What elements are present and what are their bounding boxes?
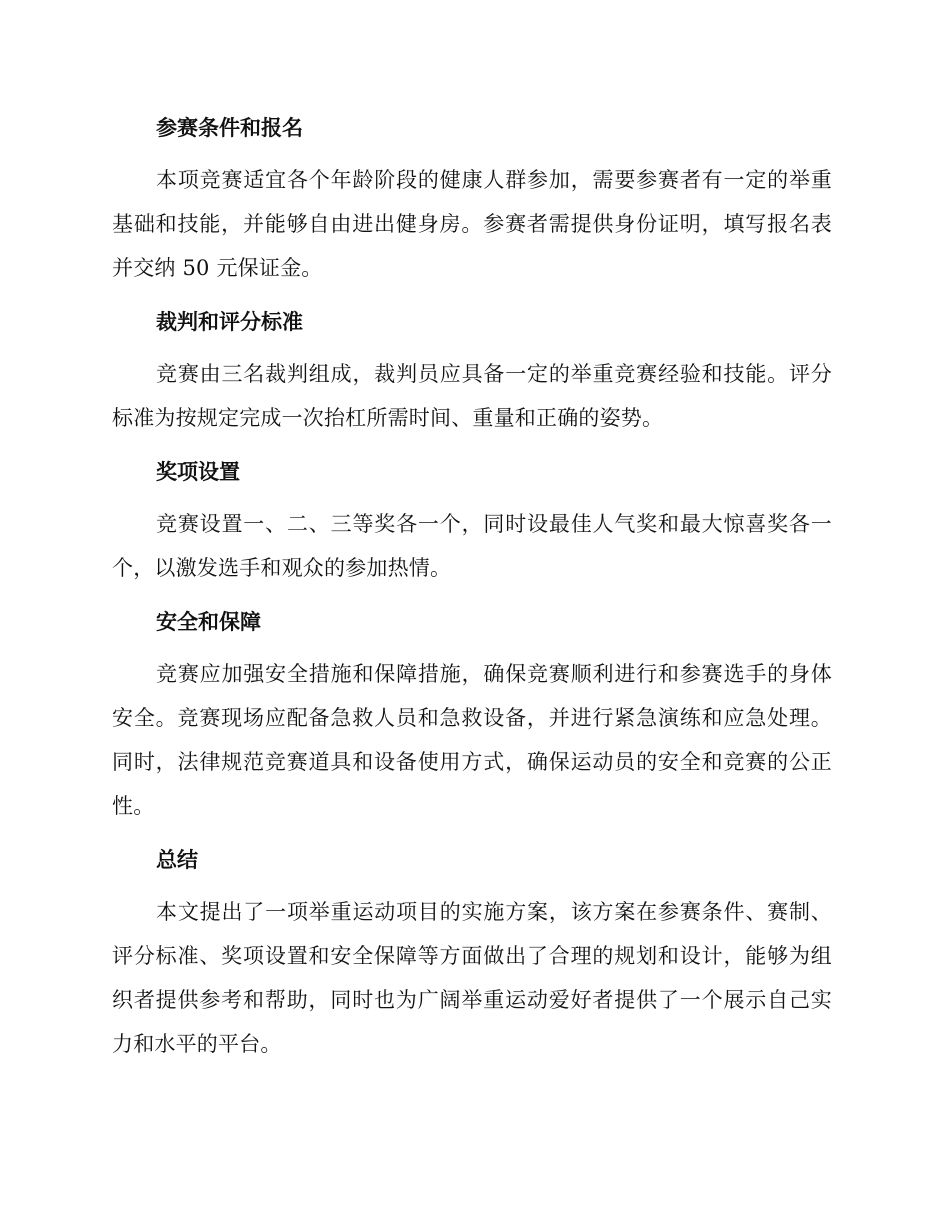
section-summary bbox=[112, 840, 832, 1066]
section-paragraph: 竞赛设置一、二、三等奖各一个，同时设最佳人气奖和最大惊喜奖各一个，以激发选手和观众的参加热情。 bbox=[112, 512, 832, 580]
document-page bbox=[112, 108, 832, 1074]
section-safety bbox=[112, 602, 832, 828]
section-paragraph: 竞赛由三名裁判组成，裁判员应具备一定的举重竞赛经验和技能。评分标准为按规定完成一次抬杠所需时间、重量和正确的姿势。 bbox=[112, 362, 832, 430]
section-heading: 参赛条件和报名 bbox=[156, 116, 303, 140]
section-registration bbox=[112, 108, 832, 290]
section-heading: 奖项设置 bbox=[156, 460, 240, 484]
section-heading: 总结 bbox=[156, 848, 198, 872]
section-paragraph: 本文提出了一项举重运动项目的实施方案，该方案在参赛条件、赛制、评分标准、奖项设置和安全保障等方面做出了合理的规划和设计，能够为组织者提供参考和帮助，同时也为广阔举重运动爱好者提供了一个展示自己实力和水平的平台。 bbox=[112, 900, 832, 1056]
section-heading: 裁判和评分标准 bbox=[156, 310, 303, 334]
section-paragraph: 本项竞赛适宜各个年龄阶段的健康人群参加，需要参赛者有一定的举重基础和技能，并能够自由进出健身房。参赛者需提供身份证明，填写报名表并交纳 50 元保证金。 bbox=[112, 168, 832, 280]
section-awards bbox=[112, 452, 832, 590]
section-judging bbox=[112, 302, 832, 440]
section-heading: 安全和保障 bbox=[156, 610, 261, 634]
section-paragraph: 竞赛应加强安全措施和保障措施，确保竞赛顺利进行和参赛选手的身体安全。竞赛现场应配备急救人员和急救设备，并进行紧急演练和应急处理。同时，法律规范竞赛道具和设备使用方式，确保运动员的安全和竞赛的公正性。 bbox=[112, 662, 832, 818]
